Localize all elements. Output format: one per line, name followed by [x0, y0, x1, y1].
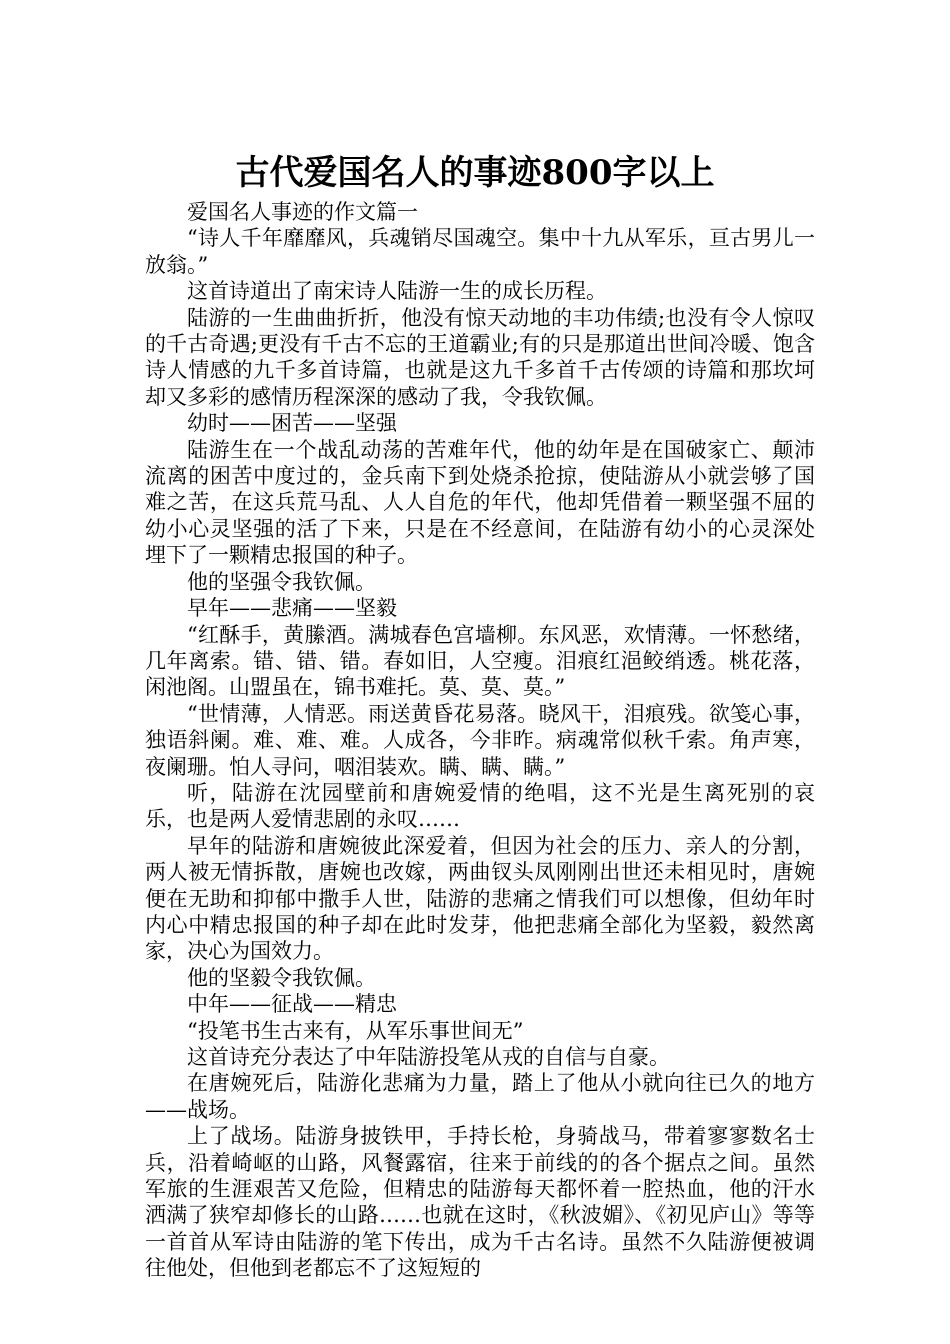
paragraph: 他的坚强令我钦佩。 — [187, 569, 376, 594]
paragraph: 陆游的一生曲曲折折，他没有惊天动地的丰功伟绩;也没有令人惊叹的千古奇遇;更没有千古不忘的王道霸业;有的只是那道出世间冷暖、饱含诗人情感的九千多首诗篇，也就是这九千多首千古传颂的诗篇和那坎坷却又多彩的感情历程深深的感动了我，令我钦佩。 — [145, 305, 815, 409]
paragraph-section-heading: 爱国名人事迹的作文篇一 — [187, 200, 418, 224]
paragraph: 听，陆游在沈园壁前和唐婉爱情的绝唱，这不光是生离死别的哀乐，也是两人爱情悲剧的永叹…… — [145, 780, 815, 832]
paragraph-poem-quote: “投笔书生古来有，从军乐事世间无” — [187, 1018, 524, 1043]
paragraph: 这首诗道出了南宋诗人陆游一生的成长历程。 — [187, 279, 607, 304]
paragraph-poem-quote: “世情薄，人情恶。雨送黄昏花易落。晓风干，泪痕残。欲笺心事，独语斜阑。难、难、难。人成各，今非昨。病魂常似秋千索。角声寒，夜阑珊。怕人寻问，咽泪装欢。瞒、瞒、瞒。” — [145, 701, 815, 779]
paragraph: 上了战场。陆游身披铁甲，手持长枪，身骑战马，带着寥寥数名士兵，沿着崎岖的山路，风餐露宿，往来于前线的的各个据点之间。虽然军旅的生涯艰苦又危险，但精忠的陆游每天都怀着一腔热血，他的汗水洒满了狭窄却修长的山路……也就在这时，《秋波媚》、《初见庐山》等等一首首从军诗由陆游的笔下传出，成为千古名诗。虽然不久陆游便被调往他处，但他到老都忘不了这短短的 — [145, 1124, 815, 1281]
paragraph: 在唐婉死后，陆游化悲痛为力量，踏上了他从小就向往已久的地方——战场。 — [145, 1071, 815, 1122]
paragraph-poem-quote: “诗人千年靡靡风，兵魂销尽国魂空。集中十九从军乐，亘古男儿一放翁。” — [145, 226, 815, 277]
paragraph-subheading: 早年——悲痛——坚毅 — [187, 596, 397, 621]
paragraph-subheading: 中年——征战——精忠 — [187, 992, 397, 1017]
paragraph: 早年的陆游和唐婉彼此深爱着，但因为社会的压力、亲人的分割，两人被无情拆散，唐婉也改嫁，两曲钗头凤刚刚出世还未相见时，唐婉便在无助和抑郁中撒手人世，陆游的悲痛之情我们可以想像，但幼年时内心中精忠报国的种子却在此时发芽，他把悲痛全部化为坚毅，毅然离家，决心为国效力。 — [145, 833, 815, 964]
paragraph-subheading: 幼时——困苦——坚强 — [187, 411, 397, 436]
document-title: 古代爱国名人的事迹800字以上 — [235, 152, 715, 193]
paragraph: 陆游生在一个战乱动荡的苦难年代，他的幼年是在国破家亡、颠沛流离的困苦中度过的，金兵南下到处烧杀抢掠，使陆游从小就尝够了国难之苦，在这兵荒马乱、人人自危的年代，他却凭借着一颗坚强不屈的幼小心灵坚强的活了下来，只是在不经意间，在陆游有幼小的心灵深处埋下了一颗精忠报国的种子。 — [145, 437, 815, 568]
paragraph: 这首诗充分表达了中年陆游投笔从戎的自信与自豪。 — [187, 1045, 670, 1069]
document-body — [145, 199, 815, 1282]
paragraph: 他的坚毅令我钦佩。 — [187, 965, 376, 990]
paragraph-poem-quote: “红酥手，黄縢酒。满城春色宫墙柳。东风恶，欢情薄。一怀愁绪，几年离索。错、错、错。春如旧，人空瘦。泪痕红浥鲛绡透。桃花落，闲池阁。山盟虽在，锦书难托。莫、莫、莫。” — [145, 622, 815, 700]
